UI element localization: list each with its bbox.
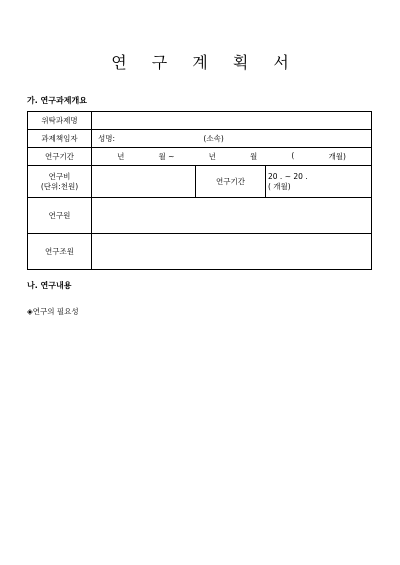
researcher-label: 연구원 [28,198,92,234]
research-overview-table [27,111,372,270]
leader-affiliation: (소속) [203,134,224,143]
row-period [28,148,372,166]
budget-label [28,166,92,198]
assistant-label: 연구조원 [28,234,92,270]
period2-line1: 20 . ~ 20 . [268,171,308,181]
section-heading-overview: 가. 연구과제개요 [27,96,87,105]
section-heading-content: 나. 연구내용 [27,281,72,290]
period2-field[interactable] [266,166,372,198]
period-months: 개월) [328,152,346,161]
budget-field[interactable] [92,166,196,198]
period-month-start: 월 ~ [158,152,175,161]
period-year-end: 년 [208,152,216,161]
researcher-field[interactable] [92,198,372,234]
leader-name-prefix: 성명: [98,134,116,143]
budget-label-line2: (단위:천원) [40,181,79,191]
leader-field[interactable] [92,130,372,148]
document-title: 연 구 계 획 서 [111,53,299,72]
row-researcher [28,198,372,234]
period2-label: 연구기간 [196,166,266,198]
row-leader [28,130,372,148]
project-name-field[interactable] [92,112,372,130]
period2-line2: ( 개월) [268,181,291,191]
row-budget [28,166,372,198]
period-paren-open: ( [291,151,295,160]
budget-label-line1: 연구비 [48,171,71,181]
period-field[interactable] [92,148,372,166]
row-assistant [28,234,372,270]
assistant-field[interactable] [92,234,372,270]
project-name-label: 위탁과제명 [28,112,92,130]
period-year-start: 년 [117,152,125,161]
leader-label: 과제책임자 [28,130,92,148]
period-month-end: 월 [249,152,258,161]
period-label: 연구기간 [28,148,92,166]
row-project-name [28,112,372,130]
bullet-research-necessity: ◈연구의 필요성 [27,307,79,316]
